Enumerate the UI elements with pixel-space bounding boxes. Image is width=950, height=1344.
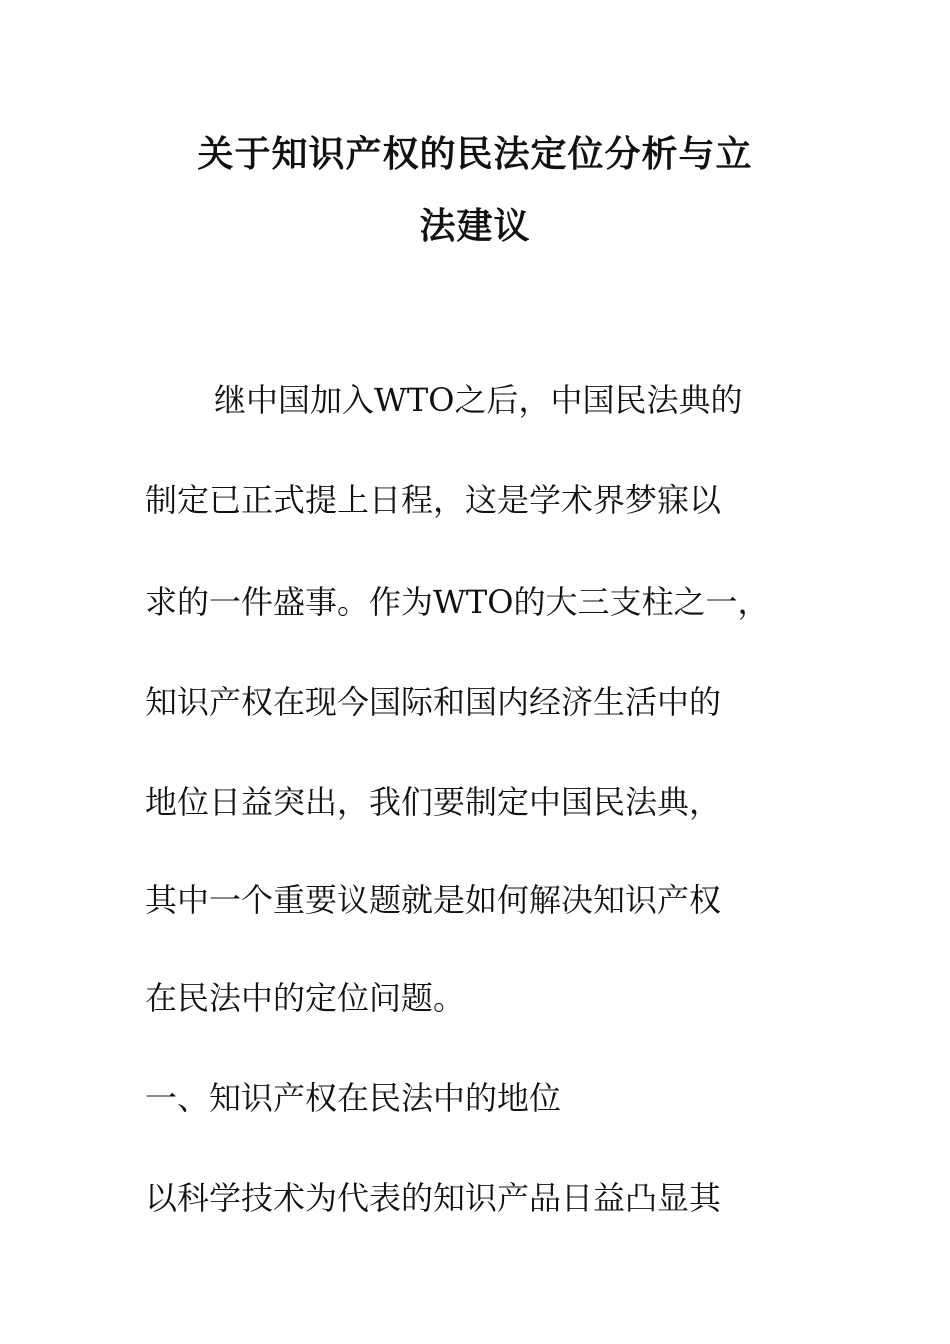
paragraph-line: 以科学技术为代表的知识产品日益凸显其 xyxy=(145,1179,722,1217)
document-title-line-2: 法建议 xyxy=(419,205,531,247)
paragraph-line: 求的一件盛事。作为WTO的大三支柱之一， xyxy=(145,583,770,621)
section-heading: 一、知识产权在民法中的地位 xyxy=(145,1079,562,1117)
paragraph-line: 制定已正式提上日程，这是学术界梦寐以 xyxy=(145,481,722,519)
paragraph-line: 知识产权在现今国际和国内经济生活中的 xyxy=(145,683,722,721)
paragraph-line: 继中国加入WTO之后，中国民法典的 xyxy=(214,381,743,419)
paragraph-line: 地位日益突出，我们要制定中国民法典， xyxy=(145,783,722,821)
paragraph-line: 其中一个重要议题就是如何解决知识产权 xyxy=(145,881,722,919)
paragraph-line: 在民法中的定位问题。 xyxy=(145,979,466,1017)
document-title-line-1: 关于知识产权的民法定位分析与立 xyxy=(197,133,753,175)
